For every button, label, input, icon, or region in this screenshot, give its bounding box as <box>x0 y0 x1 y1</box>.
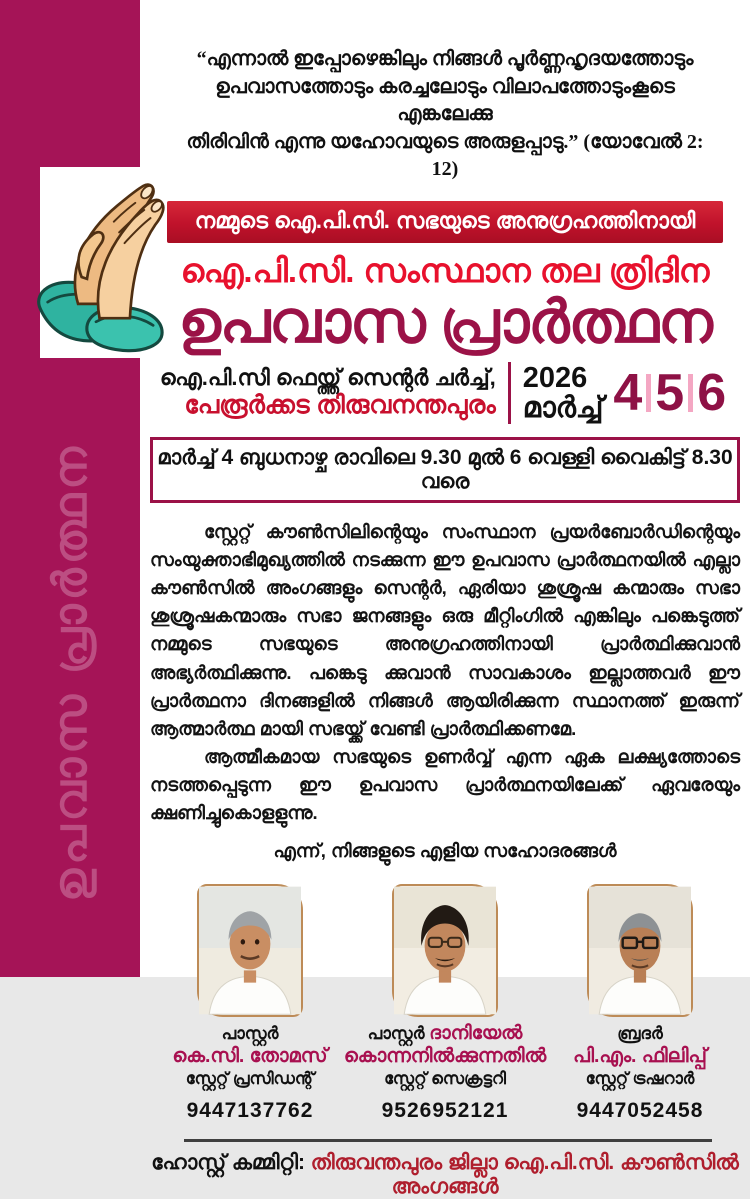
event-year: 2026 <box>522 361 588 394</box>
leader-caption-1 <box>172 1022 327 1124</box>
event-title-line-2: ഉപവാസ പ്രാർത്ഥന <box>178 288 712 355</box>
bible-quote <box>175 46 715 184</box>
leader-prefix <box>573 1022 707 1045</box>
year-month <box>523 363 604 424</box>
leader-role: സ്റ്റേറ്റ് സെക്രട്ടറി <box>384 1070 506 1089</box>
bottom-divider <box>184 1139 712 1142</box>
schedule-box: മാർച്ച് 4 ബുധനാഴ്ച രാവിലെ 9.30 മുൽ 6 വെള്ളി വൈകിട്ട് 8.30 വരെ <box>150 437 740 503</box>
flyer-content <box>140 0 750 1198</box>
leader-name-inline: ദാനിയേൽ <box>429 1023 523 1045</box>
portrait-photo-3 <box>587 884 693 1017</box>
event-days <box>609 363 730 422</box>
body-paragraph-2: ആത്മീകമായ സഭയുടെ ഉണർവ്വ് എന്ന ഏക ലക്ഷ്യത്തോടെ നടത്തപ്പെടുന്ന ഈ ഉപവാസ പ്രാർത്ഥനയിലേക്ക് ഏവരേയും ക്ഷണിച്ചുകൊളളുന്നു. <box>150 745 740 824</box>
event-title-line-1: ഐ.പി.സി. സംസ്ഥാന തല ത്രിദിന <box>180 251 710 289</box>
body-text <box>148 518 742 827</box>
leader-prefix-text: ബ്രദർ <box>617 1024 663 1044</box>
leader-name: കെ.സി. തോമസ് <box>172 1045 328 1068</box>
venue-date-row <box>148 362 742 424</box>
leader-name: കൊന്നനിൽക്കുന്നതിൽ <box>343 1045 547 1068</box>
leaders-row <box>148 884 742 1124</box>
leader-phone: 9526952121 <box>381 1099 509 1123</box>
leader-name: പി.എം. ഫിലിപ്പ് <box>573 1045 707 1068</box>
leader-card-1 <box>153 884 348 1124</box>
bible-quote-line-2: ഉപവാസത്തോടും കരച്ചലോടും വിലാപത്തോടുംകൂടെ എങ്കലേക്കു <box>215 75 675 126</box>
leader-role: സ്റ്റേറ്റ് പ്രസിഡന്റ് <box>185 1070 315 1089</box>
vertical-watermark-text: ഉപവാസ പ്രാർത്ഥന <box>44 443 96 902</box>
leader-prefix <box>344 1022 546 1045</box>
event-day-3: 6 <box>697 363 727 422</box>
event-day-2: 5 <box>655 363 685 422</box>
leader-caption-3 <box>573 1022 707 1124</box>
host-committee-label: ഹോസ്റ്റ് കമ്മിറ്റി: <box>151 1150 305 1174</box>
leader-caption-2 <box>344 1022 546 1124</box>
leader-phone: 9447052458 <box>576 1099 704 1123</box>
leader-role: സ്റ്റേറ്റ് ട്രഷറാർ <box>585 1070 695 1089</box>
bible-quote-line-1: “എന്നാൽ ഇപ്പോഴെങ്കിലും നിങ്ങൾ പൂർണ്ണഹൃദയത്തോടും <box>196 48 694 70</box>
venue-date-divider <box>508 362 511 424</box>
leader-prefix <box>172 1022 327 1045</box>
venue-block <box>160 365 496 420</box>
host-committee-text: തിരുവന്തപുരം ജില്ലാ ഐ.പി.സി. കൗൺസിൽ അംഗങ്ങൾ <box>310 1150 739 1198</box>
venue-line-1: ഐ.പി.സി ഫെയ്ത്ത് സെന്റർ ചർച്ച്, <box>159 365 496 391</box>
body-paragraph-1: സ്റ്റേറ്റ് കൗൺസിലിന്റെയും സംസ്ഥാന പ്രയർബോർഡിന്റെയും സംയുക്താഭിമുഖ്യത്തിൽ നടക്കുന്ന ഈ ഉപവാസ പ്രാർത്ഥനയിൽ എല്ലാ കൗൺസിൽ അംഗങ്ങളും സെന്റർ, ഏരിയാ ശുശ്രൂഷ കന്മാരും സഭാ ശുശ്രൂഷകന്മാരും സഭാ ജനങ്ങളും ഒരു മീറ്റിംഗിൽ എങ്കിലും പങ്കെടുത്ത് നമ്മുടെ സഭയുടെ അനുഗ്രഹത്തിനായി പ്രാർത്ഥിക്കുവാൻ അഭ്യർത്ഥിക്കുന്നു. പങ്കെടു ക്കുവാൻ സാവകാശം ഇല്ലാത്തവർ ഈ പ്രാർത്ഥനാ ദിനങ്ങളിൽ നിങ്ങൾ ആയിരിക്കുന്ന സ്ഥാനത്ത് ഇരുന്ന് ആത്മാർത്ഥ മായി സഭയ്ക്ക് വേണ്ടി പ്രാർത്ഥിക്കണമേ. <box>150 520 740 739</box>
leader-card-2 <box>343 884 547 1124</box>
portrait-photo-2 <box>392 884 498 1017</box>
leader-card-3 <box>543 884 738 1124</box>
leader-prefix-text: പാസ്റ്റർ <box>221 1024 279 1044</box>
host-committee-line <box>148 1151 742 1199</box>
event-month: മാർച്ച് <box>522 391 604 424</box>
signoff-line: എന്ന്, നിങ്ങളുടെ എളിയ സഹോദരങ്ങൾ <box>273 840 617 862</box>
red-banner: നമ്മുടെ ഐ.പി.സി. സഭയുടെ അനുഗ്രഹത്തിനായി <box>167 201 723 243</box>
venue-line-2: പേരൂർക്കട തിരുവനന്തപുരം <box>184 391 496 420</box>
date-block <box>523 363 730 424</box>
leader-phone: 9447137762 <box>186 1099 314 1123</box>
leader-prefix-text: പാസ്റ്റർ <box>367 1024 425 1044</box>
bible-quote-line-3: തിരിവിൻ എന്നു യഹോവയുടെ അരുളപ്പാടു.” (യോവേൽ 2: 12) <box>186 130 704 181</box>
portrait-photo-1 <box>197 884 303 1017</box>
event-day-1: 4 <box>613 363 643 422</box>
